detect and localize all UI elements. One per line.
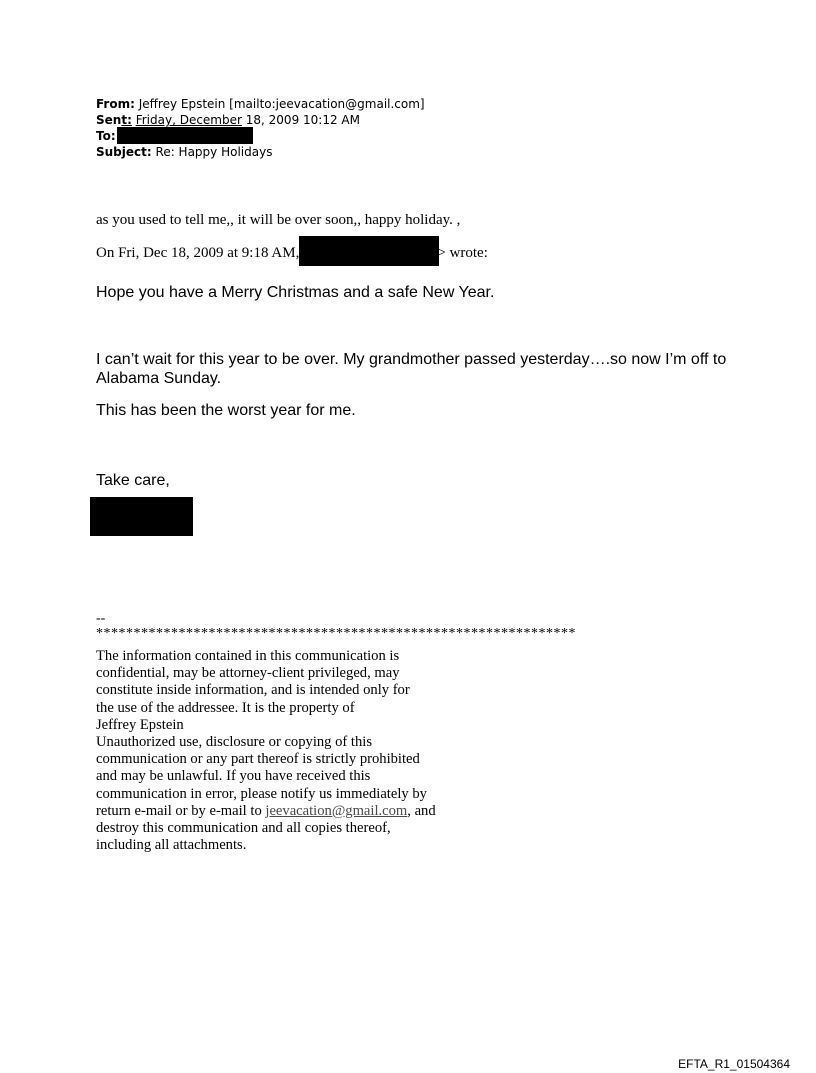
disclaimer-line: Jeffrey Epstein bbox=[96, 716, 184, 733]
quote-intro-post: > wrote: bbox=[437, 245, 488, 261]
document-id: EFTA_R1_01504364 bbox=[678, 1057, 790, 1071]
disclaimer-line: Unauthorized use, disclosure or copying of this bbox=[96, 734, 373, 751]
email-header bbox=[96, 96, 425, 160]
subject-row bbox=[96, 144, 425, 160]
disclaimer-return-pre: return e-mail or by e-mail to bbox=[96, 802, 266, 819]
sent-label-underlined: t: bbox=[121, 113, 132, 127]
disclaimer-line: confidential, may be attorney-client privileged, may bbox=[96, 665, 400, 682]
to-row bbox=[96, 128, 425, 144]
quote-intro-pre: On Fri, Dec 18, 2009 at 9:18 AM, bbox=[96, 245, 300, 261]
sent-row bbox=[96, 112, 425, 128]
redaction-box bbox=[299, 236, 439, 266]
disclaimer-line: destroy this communication and all copies thereof, bbox=[96, 820, 391, 837]
sent-value-underlined: Friday, December bbox=[135, 113, 242, 127]
from-row bbox=[96, 96, 425, 112]
from-value: Jeffrey Epstein [mailto:jeevacation@gmail.com] bbox=[138, 97, 425, 111]
disclaimer-line: The information contained in this communication is bbox=[96, 648, 400, 664]
from-label: From: bbox=[96, 97, 135, 111]
disclaimer-line: and may be unlawful. If you have received this bbox=[96, 768, 371, 785]
sent-value: 18, 2009 10:12 AM bbox=[245, 113, 360, 127]
disclaimer-line: communication in error, please notify us immediately by bbox=[96, 785, 427, 802]
disclaimer-line: communication or any part thereof is strictly prohibited bbox=[96, 751, 420, 768]
quoted-paragraph: This has been the worst year for me. bbox=[96, 402, 356, 419]
disclaimer-text bbox=[96, 648, 496, 854]
sent-label-part: Sen bbox=[96, 113, 122, 127]
separator-dashes: -- bbox=[96, 611, 106, 626]
separator-stars: **************************************************************** bbox=[96, 626, 576, 641]
sent-label bbox=[96, 113, 132, 127]
disclaimer-return-post: , and bbox=[407, 802, 436, 819]
disclaimer-return-line bbox=[96, 803, 496, 820]
quoted-paragraph: I can’t wait for this year to be over. My grandmother passed yesterday….so now I’m off to Alabama Sunday. bbox=[96, 351, 727, 387]
disclaimer-line: the use of the addressee. It is the property of bbox=[96, 699, 355, 716]
email-link[interactable]: jeevacation@gmail.com bbox=[265, 802, 408, 819]
subject-value: Re: Happy Holidays bbox=[155, 145, 273, 159]
redaction-box bbox=[117, 127, 253, 144]
quoted-paragraph: Take care, bbox=[96, 472, 170, 489]
subject-label: Subject: bbox=[96, 145, 152, 159]
quote-intro bbox=[96, 245, 488, 266]
disclaimer-line: including all attachments. bbox=[96, 837, 247, 854]
quoted-paragraph: Hope you have a Merry Christmas and a safe New Year. bbox=[96, 284, 495, 301]
redaction-box bbox=[90, 497, 193, 536]
disclaimer-line: constitute inside information, and is intended only for bbox=[96, 682, 410, 699]
reply-line: as you used to tell me,, it will be over soon,, happy holiday. , bbox=[96, 212, 461, 228]
to-label: To: bbox=[96, 129, 116, 143]
